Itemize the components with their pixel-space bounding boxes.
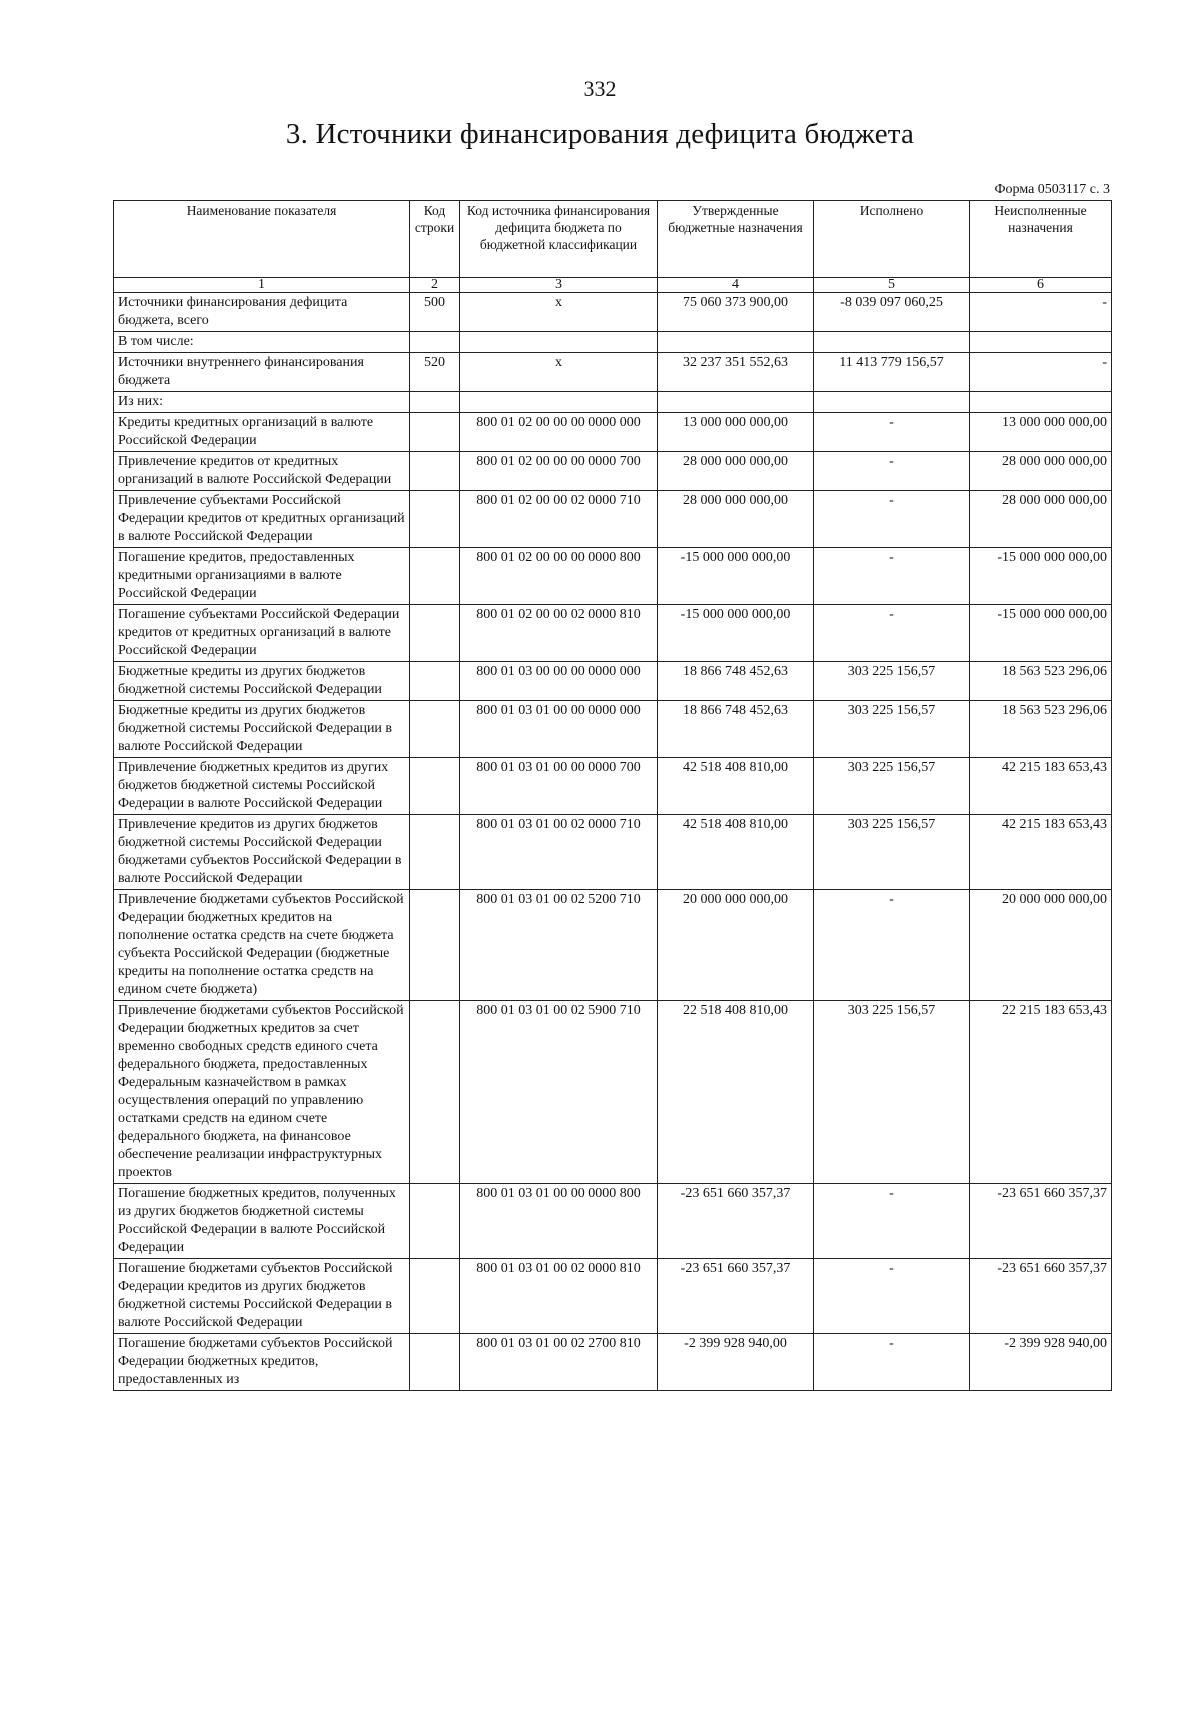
cell-name: Погашение субъектами Российской Федерации кредитов от кредитных организаций в валюте Российской Федерации xyxy=(114,605,410,662)
cell-unexecuted: -15 000 000 000,00 xyxy=(970,548,1112,605)
table-row xyxy=(114,758,1112,815)
cell-source-code: 800 01 03 01 00 02 5200 710 xyxy=(460,890,658,1001)
cell-approved: 28 000 000 000,00 xyxy=(658,491,814,548)
cell-approved: 42 518 408 810,00 xyxy=(658,758,814,815)
column-number: 2 xyxy=(410,278,460,293)
cell-name: Погашение бюджетных кредитов, полученных из других бюджетов бюджетной системы Российской Федерации в валюте Российской Федерации xyxy=(114,1184,410,1259)
cell-line-code xyxy=(410,491,460,548)
table-row xyxy=(114,815,1112,890)
cell-unexecuted: -2 399 928 940,00 xyxy=(970,1334,1112,1391)
table-row xyxy=(114,701,1112,758)
cell-approved: 28 000 000 000,00 xyxy=(658,452,814,491)
cell-source-code: 800 01 02 00 00 02 0000 810 xyxy=(460,605,658,662)
table-row xyxy=(114,491,1112,548)
column-number: 1 xyxy=(114,278,410,293)
cell-source-code: 800 01 02 00 00 02 0000 710 xyxy=(460,491,658,548)
cell-executed: 303 225 156,57 xyxy=(814,1001,970,1184)
cell-approved: 13 000 000 000,00 xyxy=(658,413,814,452)
cell-approved: -15 000 000 000,00 xyxy=(658,605,814,662)
cell-unexecuted: -15 000 000 000,00 xyxy=(970,605,1112,662)
cell-unexecuted: 13 000 000 000,00 xyxy=(970,413,1112,452)
cell-source-code: 800 01 03 00 00 00 0000 000 xyxy=(460,662,658,701)
cell-line-code xyxy=(410,392,460,413)
cell-line-code xyxy=(410,452,460,491)
cell-name: Источники финансирования дефицита бюджета, всего xyxy=(114,293,410,332)
header-unexecuted: Неисполненные назначения xyxy=(970,201,1112,278)
form-label: Форма 0503117 с. 3 xyxy=(994,182,1110,197)
cell-name: Погашение бюджетами субъектов Российской Федерации бюджетных кредитов, предоставленных из xyxy=(114,1334,410,1391)
cell-source-code: 800 01 03 01 00 02 0000 810 xyxy=(460,1259,658,1334)
cell-line-code xyxy=(410,413,460,452)
table-row xyxy=(114,452,1112,491)
cell-unexecuted: 18 563 523 296,06 xyxy=(970,701,1112,758)
table-row xyxy=(114,1334,1112,1391)
cell-approved: -23 651 660 357,37 xyxy=(658,1184,814,1259)
cell-source-code: x xyxy=(460,353,658,392)
cell-name: В том числе: xyxy=(114,332,410,353)
cell-source-code xyxy=(460,392,658,413)
table-row xyxy=(114,353,1112,392)
cell-line-code xyxy=(410,1001,460,1184)
cell-unexecuted: 42 215 183 653,43 xyxy=(970,815,1112,890)
column-number: 3 xyxy=(460,278,658,293)
table-row xyxy=(114,392,1112,413)
column-number: 6 xyxy=(970,278,1112,293)
header-source-code: Код источника финансирования дефицита бюджета по бюджетной классификации xyxy=(460,201,658,278)
cell-approved: -15 000 000 000,00 xyxy=(658,548,814,605)
cell-executed: - xyxy=(814,548,970,605)
header-row xyxy=(114,201,1112,278)
table-row xyxy=(114,1001,1112,1184)
cell-unexecuted: 22 215 183 653,43 xyxy=(970,1001,1112,1184)
cell-approved: -23 651 660 357,37 xyxy=(658,1259,814,1334)
cell-name: Бюджетные кредиты из других бюджетов бюджетной системы Российской Федерации xyxy=(114,662,410,701)
cell-approved: -2 399 928 940,00 xyxy=(658,1334,814,1391)
cell-line-code xyxy=(410,1334,460,1391)
column-number: 4 xyxy=(658,278,814,293)
cell-unexecuted: -23 651 660 357,37 xyxy=(970,1259,1112,1334)
cell-unexecuted: 20 000 000 000,00 xyxy=(970,890,1112,1001)
cell-line-code xyxy=(410,605,460,662)
cell-unexecuted: - xyxy=(970,353,1112,392)
cell-executed: - xyxy=(814,452,970,491)
cell-unexecuted xyxy=(970,332,1112,353)
cell-name: Привлечение субъектами Российской Федерации кредитов от кредитных организаций в валюте Российской Федерации xyxy=(114,491,410,548)
cell-line-code xyxy=(410,662,460,701)
cell-approved: 75 060 373 900,00 xyxy=(658,293,814,332)
cell-line-code xyxy=(410,758,460,815)
table-body xyxy=(114,293,1112,1391)
cell-name: Погашение кредитов, предоставленных кредитными организациями в валюте Российской Федерации xyxy=(114,548,410,605)
cell-source-code: 800 01 02 00 00 00 0000 700 xyxy=(460,452,658,491)
cell-name: Привлечение бюджетных кредитов из других бюджетов бюджетной системы Российской Федерации в валюте Российской Федерации xyxy=(114,758,410,815)
table-row xyxy=(114,413,1112,452)
table-row xyxy=(114,332,1112,353)
cell-unexecuted xyxy=(970,392,1112,413)
cell-source-code: 800 01 03 01 00 02 2700 810 xyxy=(460,1334,658,1391)
cell-line-code xyxy=(410,548,460,605)
cell-unexecuted: -23 651 660 357,37 xyxy=(970,1184,1112,1259)
cell-unexecuted: 28 000 000 000,00 xyxy=(970,491,1112,548)
cell-source-code: 800 01 03 01 00 00 0000 700 xyxy=(460,758,658,815)
header-executed: Исполнено xyxy=(814,201,970,278)
cell-approved xyxy=(658,392,814,413)
cell-executed xyxy=(814,332,970,353)
header-approved: Утвержденные бюджетные назначения xyxy=(658,201,814,278)
table-row xyxy=(114,1259,1112,1334)
table-row xyxy=(114,605,1112,662)
cell-executed: - xyxy=(814,1184,970,1259)
cell-name: Бюджетные кредиты из других бюджетов бюджетной системы Российской Федерации в валюте Российской Федерации xyxy=(114,701,410,758)
table-row xyxy=(114,890,1112,1001)
cell-line-code: 500 xyxy=(410,293,460,332)
cell-name: Привлечение кредитов от кредитных организаций в валюте Российской Федерации xyxy=(114,452,410,491)
cell-executed: 303 225 156,57 xyxy=(814,701,970,758)
cell-approved: 42 518 408 810,00 xyxy=(658,815,814,890)
cell-line-code xyxy=(410,332,460,353)
cell-name: Погашение бюджетами субъектов Российской Федерации кредитов из других бюджетов бюджетной системы Российской Федерации в валюте Российской Федерации xyxy=(114,1259,410,1334)
cell-source-code: 800 01 03 01 00 02 5900 710 xyxy=(460,1001,658,1184)
cell-executed: - xyxy=(814,1259,970,1334)
table-row xyxy=(114,662,1112,701)
cell-unexecuted: 42 215 183 653,43 xyxy=(970,758,1112,815)
cell-source-code: 800 01 03 01 00 00 0000 800 xyxy=(460,1184,658,1259)
cell-source-code: 800 01 03 01 00 02 0000 710 xyxy=(460,815,658,890)
table-row xyxy=(114,548,1112,605)
cell-approved: 32 237 351 552,63 xyxy=(658,353,814,392)
cell-name: Источники внутреннего финансирования бюджета xyxy=(114,353,410,392)
table-row xyxy=(114,1184,1112,1259)
cell-executed: - xyxy=(814,491,970,548)
cell-approved xyxy=(658,332,814,353)
cell-executed: 303 225 156,57 xyxy=(814,662,970,701)
cell-source-code xyxy=(460,332,658,353)
header-line-code: Код строки xyxy=(410,201,460,278)
cell-line-code xyxy=(410,890,460,1001)
cell-name: Кредиты кредитных организаций в валюте Российской Федерации xyxy=(114,413,410,452)
cell-line-code xyxy=(410,815,460,890)
cell-executed: - xyxy=(814,605,970,662)
cell-executed: 11 413 779 156,57 xyxy=(814,353,970,392)
cell-approved: 20 000 000 000,00 xyxy=(658,890,814,1001)
cell-unexecuted: 18 563 523 296,06 xyxy=(970,662,1112,701)
cell-source-code: 800 01 03 01 00 00 0000 000 xyxy=(460,701,658,758)
cell-line-code xyxy=(410,701,460,758)
column-number: 5 xyxy=(814,278,970,293)
cell-source-code: 800 01 02 00 00 00 0000 000 xyxy=(460,413,658,452)
cell-source-code: x xyxy=(460,293,658,332)
cell-executed: - xyxy=(814,413,970,452)
cell-executed: -8 039 097 060,25 xyxy=(814,293,970,332)
page-number: 332 xyxy=(583,76,617,101)
cell-line-code xyxy=(410,1184,460,1259)
cell-unexecuted: 28 000 000 000,00 xyxy=(970,452,1112,491)
cell-executed: 303 225 156,57 xyxy=(814,758,970,815)
cell-approved: 18 866 748 452,63 xyxy=(658,701,814,758)
cell-name: Привлечение бюджетами субъектов Российской Федерации бюджетных кредитов за счет временно свободных средств единого счета федерального бюджета, предоставленных Федеральным казначейством в рамках осуществления операций по управлению остатками средств на едином счете федерального бюджета, на финансовое обеспечение реализации инфраструктурных проектов xyxy=(114,1001,410,1184)
cell-executed: - xyxy=(814,890,970,1001)
column-number-row xyxy=(114,278,1112,293)
cell-name: Из них: xyxy=(114,392,410,413)
cell-line-code xyxy=(410,1259,460,1334)
cell-source-code: 800 01 02 00 00 00 0000 800 xyxy=(460,548,658,605)
table-row xyxy=(114,293,1112,332)
cell-name: Привлечение бюджетами субъектов Российской Федерации бюджетных кредитов на пополнение остатка средств на счете бюджета субъекта Российской Федерации (бюджетные кредиты на пополнение остатка средств на едином счете бюджета) xyxy=(114,890,410,1001)
cell-executed: 303 225 156,57 xyxy=(814,815,970,890)
cell-line-code: 520 xyxy=(410,353,460,392)
cell-approved: 22 518 408 810,00 xyxy=(658,1001,814,1184)
cell-name: Привлечение кредитов из других бюджетов бюджетной системы Российской Федерации бюджетами субъектов Российской Федерации в валюте Российской Федерации xyxy=(114,815,410,890)
header-name: Наименование показателя xyxy=(114,201,410,278)
cell-approved: 18 866 748 452,63 xyxy=(658,662,814,701)
cell-executed xyxy=(814,392,970,413)
page-title: 3. Источники финансирования дефицита бюджета xyxy=(285,118,915,150)
sources-table xyxy=(113,200,1112,1391)
cell-unexecuted: - xyxy=(970,293,1112,332)
cell-executed: - xyxy=(814,1334,970,1391)
